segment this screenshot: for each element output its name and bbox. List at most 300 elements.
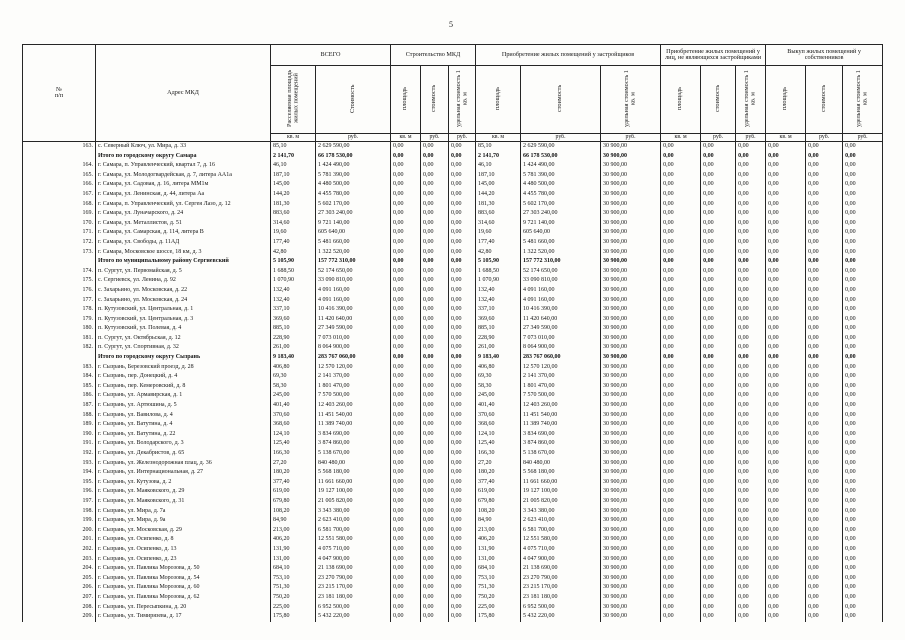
developer-unit-cost-cell: 30 900,00 <box>601 343 661 353</box>
row-number: 203. <box>23 555 96 565</box>
nondeveloper-unit-cost-cell: 0,00 <box>736 219 766 229</box>
buyout-area-cell: 0,00 <box>766 161 806 171</box>
total-cost-cell: 9 721 140,00 <box>316 219 391 229</box>
construction-unit-cost-cell: 0,00 <box>449 219 476 229</box>
table-row <box>23 171 883 181</box>
buyout-unit-cost-cell: 0,00 <box>843 439 883 449</box>
nondeveloper-area-cell: 0,00 <box>661 286 701 296</box>
nondeveloper-area-cell: 0,00 <box>661 497 701 507</box>
row-number: 201. <box>23 535 96 545</box>
buyout-unit-cost-cell: 0,00 <box>843 315 883 325</box>
buyout-cost-cell: 0,00 <box>806 487 843 497</box>
buyout-area-cell: 0,00 <box>766 305 806 315</box>
developer-cost-header <box>521 66 601 134</box>
subtotal-label: Итого по городскому округу Сызрань <box>96 353 271 363</box>
table-row <box>23 583 883 593</box>
developer-cost-cell: 2 629 590,00 <box>521 142 601 152</box>
buyout-unit-cost-cell: 0,00 <box>843 545 883 555</box>
address-cell: с. Северный Ключ, ул. Мира, д. 33 <box>96 142 271 152</box>
construction-area-cell: 0,00 <box>391 171 421 181</box>
total-cost-cell: 2 629 590,00 <box>316 142 391 152</box>
developer-unit-cost-cell: 30 900,00 <box>601 391 661 401</box>
nondeveloper-cost-cell: 0,00 <box>701 180 736 190</box>
group-header-row <box>23 45 883 66</box>
buyout-unit-cost-cell: 0,00 <box>843 161 883 171</box>
developer-area-cell: 181,30 <box>476 200 521 210</box>
nondeveloper-cost-cell: 0,00 <box>701 353 736 363</box>
construction-unit-cost-cell: 0,00 <box>449 363 476 373</box>
construction-unit-cost-cell: 0,00 <box>449 391 476 401</box>
construction-cost-cell: 0,00 <box>421 468 449 478</box>
buyout-cost-cell: 0,00 <box>806 382 843 392</box>
developer-cost-cell: 52 174 650,00 <box>521 267 601 277</box>
total-area-cell: 125,40 <box>271 439 316 449</box>
construction-cost-cell: 0,00 <box>421 190 449 200</box>
nondeveloper-cost-cell: 0,00 <box>701 267 736 277</box>
construction-cost-cell: 0,00 <box>421 276 449 286</box>
developer-cost-cell: 605 640,00 <box>521 228 601 238</box>
total-cost-cell: 5 781 390,00 <box>316 171 391 181</box>
unit-label: кв. м <box>271 134 316 142</box>
construction-unit-cost-cell: 0,00 <box>449 286 476 296</box>
developer-unit-cost-cell: 30 900,00 <box>601 267 661 277</box>
construction-cost-cell: 0,00 <box>421 372 449 382</box>
buyout-area-cell: 0,00 <box>766 200 806 210</box>
developer-cost-cell: 12 551 580,00 <box>521 535 601 545</box>
construction-cost-cell: 0,00 <box>421 535 449 545</box>
header-label: площадь <box>676 87 684 110</box>
nondeveloper-cost-cell: 0,00 <box>701 603 736 613</box>
buyout-area-cell: 0,00 <box>766 420 806 430</box>
nondeveloper-cost-cell: 0,00 <box>701 190 736 200</box>
table-row <box>23 555 883 565</box>
developer-unit-cost-cell: 30 900,00 <box>601 180 661 190</box>
header-label: удельная стоимость 1 кв. м <box>454 70 469 127</box>
developer-area-cell: 377,40 <box>476 478 521 488</box>
row-number: 208. <box>23 603 96 613</box>
unit-label: руб. <box>701 134 736 142</box>
buyout-unit-cost-cell: 0,00 <box>843 583 883 593</box>
buyout-unit-cost-cell: 0,00 <box>843 209 883 219</box>
developer-unit-cost-cell: 30 900,00 <box>601 296 661 306</box>
total-cost-cell: 1 322 520,00 <box>316 248 391 258</box>
buyout-area-cell: 0,00 <box>766 487 806 497</box>
developer-area-cell: 84,90 <box>476 516 521 526</box>
header-label: площадь <box>781 87 789 110</box>
nondeveloper-cost-cell: 0,00 <box>701 449 736 459</box>
construction-area-cell: 0,00 <box>391 507 421 517</box>
nondeveloper-cost-cell: 0,00 <box>701 209 736 219</box>
buyout-unit-cost-header <box>843 66 883 134</box>
nondeveloper-unit-cost-cell: 0,00 <box>736 420 766 430</box>
nondeveloper-unit-cost-cell: 0,00 <box>736 555 766 565</box>
total-area-cell: 885,10 <box>271 324 316 334</box>
construction-area-cell: 0,00 <box>391 305 421 315</box>
table-row <box>23 497 883 507</box>
buyout-area-cell: 0,00 <box>766 545 806 555</box>
buyout-unit-cost-cell: 0,00 <box>843 574 883 584</box>
address-cell: г. Самара, Московское шоссе, 18 км, д. 3 <box>96 248 271 258</box>
table-row <box>23 459 883 469</box>
unit-label: руб. <box>316 134 391 142</box>
developer-area-cell: 406,20 <box>476 535 521 545</box>
total-area-cell: 46,10 <box>271 161 316 171</box>
nondeveloper-unit-cost-cell: 0,00 <box>736 171 766 181</box>
developer-area-cell: 85,10 <box>476 142 521 152</box>
address-cell: г. Самара, ул. Металлистов, д. 51 <box>96 219 271 229</box>
total-cost-cell: 5 432 220,00 <box>316 612 391 622</box>
construction-unit-cost-cell: 0,00 <box>449 180 476 190</box>
total-area-cell: 401,40 <box>271 401 316 411</box>
address-cell: г. Сызрань, ул. Осипенко, д. 8 <box>96 535 271 545</box>
address-cell: г. Сызрань, ул. Пересыпкина, д. 20 <box>96 603 271 613</box>
construction-cost-cell: 0,00 <box>421 487 449 497</box>
table-row <box>23 180 883 190</box>
construction-cost-cell: 0,00 <box>421 315 449 325</box>
address-cell: г. Самара, ул. Свободы, д. 11АД <box>96 238 271 248</box>
total-area-cell: 131,90 <box>271 545 316 555</box>
construction-cost-cell: 0,00 <box>421 430 449 440</box>
buyout-cost-header <box>806 66 843 134</box>
construction-area-cell: 0,00 <box>391 497 421 507</box>
construction-unit-cost-cell: 0,00 <box>449 478 476 488</box>
nondeveloper-unit-cost-cell: 0,00 <box>736 564 766 574</box>
row-number: 166. <box>23 180 96 190</box>
table-row <box>23 372 883 382</box>
buyout-unit-cost-cell: 0,00 <box>843 286 883 296</box>
construction-unit-cost-cell: 0,00 <box>449 315 476 325</box>
construction-area-cell: 0,00 <box>391 238 421 248</box>
developer-area-cell: 261,00 <box>476 343 521 353</box>
construction-area-cell: 0,00 <box>391 603 421 613</box>
buyout-area-cell: 0,00 <box>766 439 806 449</box>
nondeveloper-cost-cell: 0,00 <box>701 286 736 296</box>
nondeveloper-cost-cell: 0,00 <box>701 497 736 507</box>
developer-area-cell: 1 070,90 <box>476 276 521 286</box>
nondeveloper-area-cell: 0,00 <box>661 180 701 190</box>
construction-area-cell: 0,00 <box>391 516 421 526</box>
buyout-area-cell: 0,00 <box>766 583 806 593</box>
nondeveloper-area-cell: 0,00 <box>661 219 701 229</box>
address-cell: г. Сызрань, ул. Маяковского, д. 29 <box>96 487 271 497</box>
nondeveloper-area-cell: 0,00 <box>661 209 701 219</box>
total-area-cell: 187,10 <box>271 171 316 181</box>
construction-cost-cell: 0,00 <box>421 516 449 526</box>
buyout-unit-cost-cell: 0,00 <box>843 497 883 507</box>
construction-unit-cost-cell: 0,00 <box>449 439 476 449</box>
construction-unit-cost-cell: 0,00 <box>449 487 476 497</box>
construction-cost-cell: 0,00 <box>421 583 449 593</box>
address-cell: г. Сызрань, ул. Армавирская, д. 1 <box>96 391 271 401</box>
buyout-area-cell: 0,00 <box>766 391 806 401</box>
total-cost-cell: 5 568 180,00 <box>316 468 391 478</box>
construction-area-cell: 0,00 <box>391 152 421 162</box>
address-cell: г. Сызрань, ул. Железнодорожная плац, д. 36 <box>96 459 271 469</box>
total-cost-cell: 12 551 580,00 <box>316 535 391 545</box>
buyout-unit-cost-cell: 0,00 <box>843 449 883 459</box>
developer-unit-cost-cell: 30 900,00 <box>601 200 661 210</box>
developer-unit-cost-cell: 30 900,00 <box>601 305 661 315</box>
total-area-cell: 1 688,50 <box>271 267 316 277</box>
developer-unit-cost-cell: 30 900,00 <box>601 315 661 325</box>
table-row <box>23 411 883 421</box>
buyout-unit-cost-cell: 0,00 <box>843 324 883 334</box>
developer-area-cell: 228,90 <box>476 334 521 344</box>
nondeveloper-area-header <box>661 66 701 134</box>
buyout-unit-cost-cell: 0,00 <box>843 190 883 200</box>
construction-cost-cell: 0,00 <box>421 334 449 344</box>
total-cost-cell: 19 127 100,00 <box>316 487 391 497</box>
construction-cost-cell: 0,00 <box>421 238 449 248</box>
construction-area-cell: 0,00 <box>391 190 421 200</box>
row-number: 165. <box>23 171 96 181</box>
buyout-area-cell: 0,00 <box>766 603 806 613</box>
developer-cost-cell: 283 767 060,00 <box>521 353 601 363</box>
address-cell: г. Сызрань, ул. Маяковского, д. 31 <box>96 497 271 507</box>
buyout-cost-cell: 0,00 <box>806 296 843 306</box>
total-cost-cell: 4 047 900,00 <box>316 555 391 565</box>
nondeveloper-cost-cell: 0,00 <box>701 583 736 593</box>
developer-area-cell: 5 105,90 <box>476 257 521 267</box>
row-number: 192. <box>23 449 96 459</box>
construction-cost-cell: 0,00 <box>421 507 449 517</box>
construction-area-cell: 0,00 <box>391 391 421 401</box>
construction-cost-cell: 0,00 <box>421 161 449 171</box>
construction-cost-cell: 0,00 <box>421 248 449 258</box>
developer-unit-cost-cell: 30 900,00 <box>601 209 661 219</box>
table-row <box>23 267 883 277</box>
construction-area-cell: 0,00 <box>391 276 421 286</box>
number-header-sublabel: п/п <box>54 92 64 99</box>
buyout-area-cell: 0,00 <box>766 516 806 526</box>
buyout-cost-cell: 0,00 <box>806 190 843 200</box>
total-cost-cell: 2 141 370,00 <box>316 372 391 382</box>
construction-area-cell: 0,00 <box>391 574 421 584</box>
total-area-cell: 84,90 <box>271 516 316 526</box>
table-row <box>23 382 883 392</box>
table-row <box>23 219 883 229</box>
table-row <box>23 363 883 373</box>
buyout-cost-cell: 0,00 <box>806 142 843 152</box>
construction-cost-cell: 0,00 <box>421 497 449 507</box>
developer-area-header <box>476 66 521 134</box>
table-row <box>23 401 883 411</box>
buyout-cost-cell: 0,00 <box>806 219 843 229</box>
row-number: 177. <box>23 296 96 306</box>
row-number: 193. <box>23 459 96 469</box>
nondeveloper-cost-cell: 0,00 <box>701 257 736 267</box>
developer-cost-cell: 1 424 490,00 <box>521 161 601 171</box>
construction-area-cell: 0,00 <box>391 228 421 238</box>
developer-unit-cost-cell: 30 900,00 <box>601 161 661 171</box>
nondeveloper-unit-cost-cell: 0,00 <box>736 603 766 613</box>
construction-area-cell: 0,00 <box>391 411 421 421</box>
total-area-cell: 58,30 <box>271 382 316 392</box>
address-cell: п. Сургут, ул. Октябрьская, д. 12 <box>96 334 271 344</box>
total-cost-cell: 7 073 010,00 <box>316 334 391 344</box>
developer-area-cell: 177,40 <box>476 238 521 248</box>
buyout-cost-cell: 0,00 <box>806 420 843 430</box>
developer-cost-cell: 11 389 740,00 <box>521 420 601 430</box>
nondeveloper-unit-cost-cell: 0,00 <box>736 363 766 373</box>
buyout-cost-cell: 0,00 <box>806 564 843 574</box>
nondeveloper-unit-cost-cell: 0,00 <box>736 142 766 152</box>
construction-cost-cell: 0,00 <box>421 209 449 219</box>
buyout-unit-cost-cell: 0,00 <box>843 603 883 613</box>
total-area-cell: 19,60 <box>271 228 316 238</box>
buyout-cost-cell: 0,00 <box>806 612 843 622</box>
total-cost-cell: 1 801 470,00 <box>316 382 391 392</box>
construction-unit-cost-cell: 0,00 <box>449 430 476 440</box>
developer-area-cell: 369,60 <box>476 315 521 325</box>
unit-label: руб. <box>843 134 883 142</box>
buyout-cost-cell: 0,00 <box>806 363 843 373</box>
nondeveloper-area-cell: 0,00 <box>661 343 701 353</box>
row-number <box>23 353 96 363</box>
buyout-cost-cell: 0,00 <box>806 257 843 267</box>
buyout-cost-cell: 0,00 <box>806 468 843 478</box>
row-number: 199. <box>23 516 96 526</box>
nondeveloper-unit-cost-cell: 0,00 <box>736 439 766 449</box>
construction-unit-cost-cell: 0,00 <box>449 353 476 363</box>
address-cell: г. Сызрань, ул. Московская, д. 29 <box>96 526 271 536</box>
nondeveloper-unit-cost-cell: 0,00 <box>736 391 766 401</box>
construction-cost-cell: 0,00 <box>421 286 449 296</box>
buyout-unit-cost-cell: 0,00 <box>843 411 883 421</box>
buyout-unit-cost-cell: 0,00 <box>843 305 883 315</box>
nondeveloper-area-cell: 0,00 <box>661 363 701 373</box>
address-cell: п. Сургут, ул. Спортивная, д. 32 <box>96 343 271 353</box>
developer-cost-cell: 4 455 780,00 <box>521 190 601 200</box>
developer-cost-cell: 3 834 690,00 <box>521 430 601 440</box>
address-cell: п. Сургут, ул. Первомайская, д. 5 <box>96 267 271 277</box>
address-cell: г. Сызрань, ул. Ватутина, д. 22 <box>96 430 271 440</box>
developer-area-cell: 314,60 <box>476 219 521 229</box>
total-cost-cell: 6 581 700,00 <box>316 526 391 536</box>
construction-cost-cell: 0,00 <box>421 305 449 315</box>
total-cost-cell: 3 874 860,00 <box>316 439 391 449</box>
developer-unit-cost-cell: 30 900,00 <box>601 334 661 344</box>
buyout-area-cell: 0,00 <box>766 564 806 574</box>
buyout-cost-cell: 0,00 <box>806 161 843 171</box>
group-header-developer-purchase: Приобретение жилых помещений у застройщиков <box>476 45 661 66</box>
buyout-area-cell: 0,00 <box>766 286 806 296</box>
construction-cost-cell: 0,00 <box>421 324 449 334</box>
developer-unit-cost-cell: 30 900,00 <box>601 468 661 478</box>
developer-area-cell: 145,00 <box>476 180 521 190</box>
row-number <box>23 152 96 162</box>
total-area-cell: 679,80 <box>271 497 316 507</box>
address-cell: п. Кутузовский, ул. Полевая, д. 4 <box>96 324 271 334</box>
buyout-cost-cell: 0,00 <box>806 372 843 382</box>
nondeveloper-unit-cost-cell: 0,00 <box>736 152 766 162</box>
nondeveloper-unit-cost-cell: 0,00 <box>736 180 766 190</box>
nondeveloper-unit-cost-cell: 0,00 <box>736 296 766 306</box>
total-area-cell: 27,20 <box>271 459 316 469</box>
address-cell: г. Сызрань, Березовский проезд, д. 28 <box>96 363 271 373</box>
nondeveloper-unit-cost-cell: 0,00 <box>736 459 766 469</box>
buyout-area-cell: 0,00 <box>766 507 806 517</box>
developer-unit-cost-cell: 30 900,00 <box>601 353 661 363</box>
construction-cost-cell: 0,00 <box>421 296 449 306</box>
construction-unit-cost-cell: 0,00 <box>449 343 476 353</box>
construction-area-cell: 0,00 <box>391 430 421 440</box>
construction-area-cell: 0,00 <box>391 353 421 363</box>
developer-area-cell: 213,00 <box>476 526 521 536</box>
nondeveloper-area-cell: 0,00 <box>661 612 701 622</box>
address-cell: г. Сызрань, ул. Вавилова, д. 4 <box>96 411 271 421</box>
buyout-unit-cost-cell: 0,00 <box>843 507 883 517</box>
total-area-cell: 377,40 <box>271 478 316 488</box>
buyout-unit-cost-cell: 0,00 <box>843 478 883 488</box>
developer-unit-cost-cell: 30 900,00 <box>601 324 661 334</box>
developer-cost-cell: 840 480,00 <box>521 459 601 469</box>
developer-area-cell: 337,10 <box>476 305 521 315</box>
nondeveloper-unit-cost-cell: 0,00 <box>736 248 766 258</box>
number-header-label: № <box>56 85 62 93</box>
nondeveloper-area-cell: 0,00 <box>661 315 701 325</box>
unit-label: руб. <box>806 134 843 142</box>
table-row <box>23 286 883 296</box>
nondeveloper-cost-cell: 0,00 <box>701 200 736 210</box>
address-cell: г. Самара, п. Управленческий, квартал 7, д. 16 <box>96 161 271 171</box>
buyout-unit-cost-cell: 0,00 <box>843 180 883 190</box>
total-cost-cell: 5 602 170,00 <box>316 200 391 210</box>
header-label: Стоимость <box>348 84 356 113</box>
developer-cost-cell: 3 874 860,00 <box>521 439 601 449</box>
nondeveloper-area-cell: 0,00 <box>661 391 701 401</box>
address-cell: г. Сызрань, ул. Павлика Морозова, д. 60 <box>96 583 271 593</box>
construction-cost-cell: 0,00 <box>421 612 449 622</box>
total-area-cell: 261,00 <box>271 343 316 353</box>
construction-cost-cell: 0,00 <box>421 555 449 565</box>
table-row <box>23 478 883 488</box>
developer-unit-cost-header <box>601 66 661 134</box>
unit-label: кв. м <box>766 134 806 142</box>
unit-label: руб. <box>736 134 766 142</box>
row-number: 182. <box>23 343 96 353</box>
developer-unit-cost-cell: 30 900,00 <box>601 276 661 286</box>
address-cell: г. Самара, ул. Самарская, д. 114, литера В <box>96 228 271 238</box>
construction-unit-cost-cell: 0,00 <box>449 190 476 200</box>
construction-cost-cell: 0,00 <box>421 152 449 162</box>
total-area-cell: 69,30 <box>271 372 316 382</box>
nondeveloper-cost-cell: 0,00 <box>701 612 736 622</box>
buyout-area-cell: 0,00 <box>766 372 806 382</box>
table-row <box>23 439 883 449</box>
address-cell: г. Сызрань, пер. Кемеровский, д. 8 <box>96 382 271 392</box>
table-row <box>23 574 883 584</box>
nondeveloper-unit-cost-cell: 0,00 <box>736 612 766 622</box>
developer-unit-cost-cell: 30 900,00 <box>601 478 661 488</box>
construction-cost-cell: 0,00 <box>421 449 449 459</box>
nondeveloper-unit-cost-cell: 0,00 <box>736 200 766 210</box>
address-cell: г. Самара, ул. Молодогвардейская, д. 7, литера АА1а <box>96 171 271 181</box>
total-cost-cell: 6 952 500,00 <box>316 603 391 613</box>
nondeveloper-cost-cell: 0,00 <box>701 152 736 162</box>
construction-area-cell: 0,00 <box>391 535 421 545</box>
table-row <box>23 391 883 401</box>
buyout-area-cell: 0,00 <box>766 497 806 507</box>
row-number: 209. <box>23 612 96 622</box>
nondeveloper-unit-cost-cell: 0,00 <box>736 478 766 488</box>
nondeveloper-area-cell: 0,00 <box>661 487 701 497</box>
developer-cost-cell: 1 801 470,00 <box>521 382 601 392</box>
nondeveloper-area-cell: 0,00 <box>661 516 701 526</box>
buyout-cost-cell: 0,00 <box>806 238 843 248</box>
nondeveloper-unit-cost-cell: 0,00 <box>736 238 766 248</box>
total-cost-cell: 23 215 170,00 <box>316 583 391 593</box>
